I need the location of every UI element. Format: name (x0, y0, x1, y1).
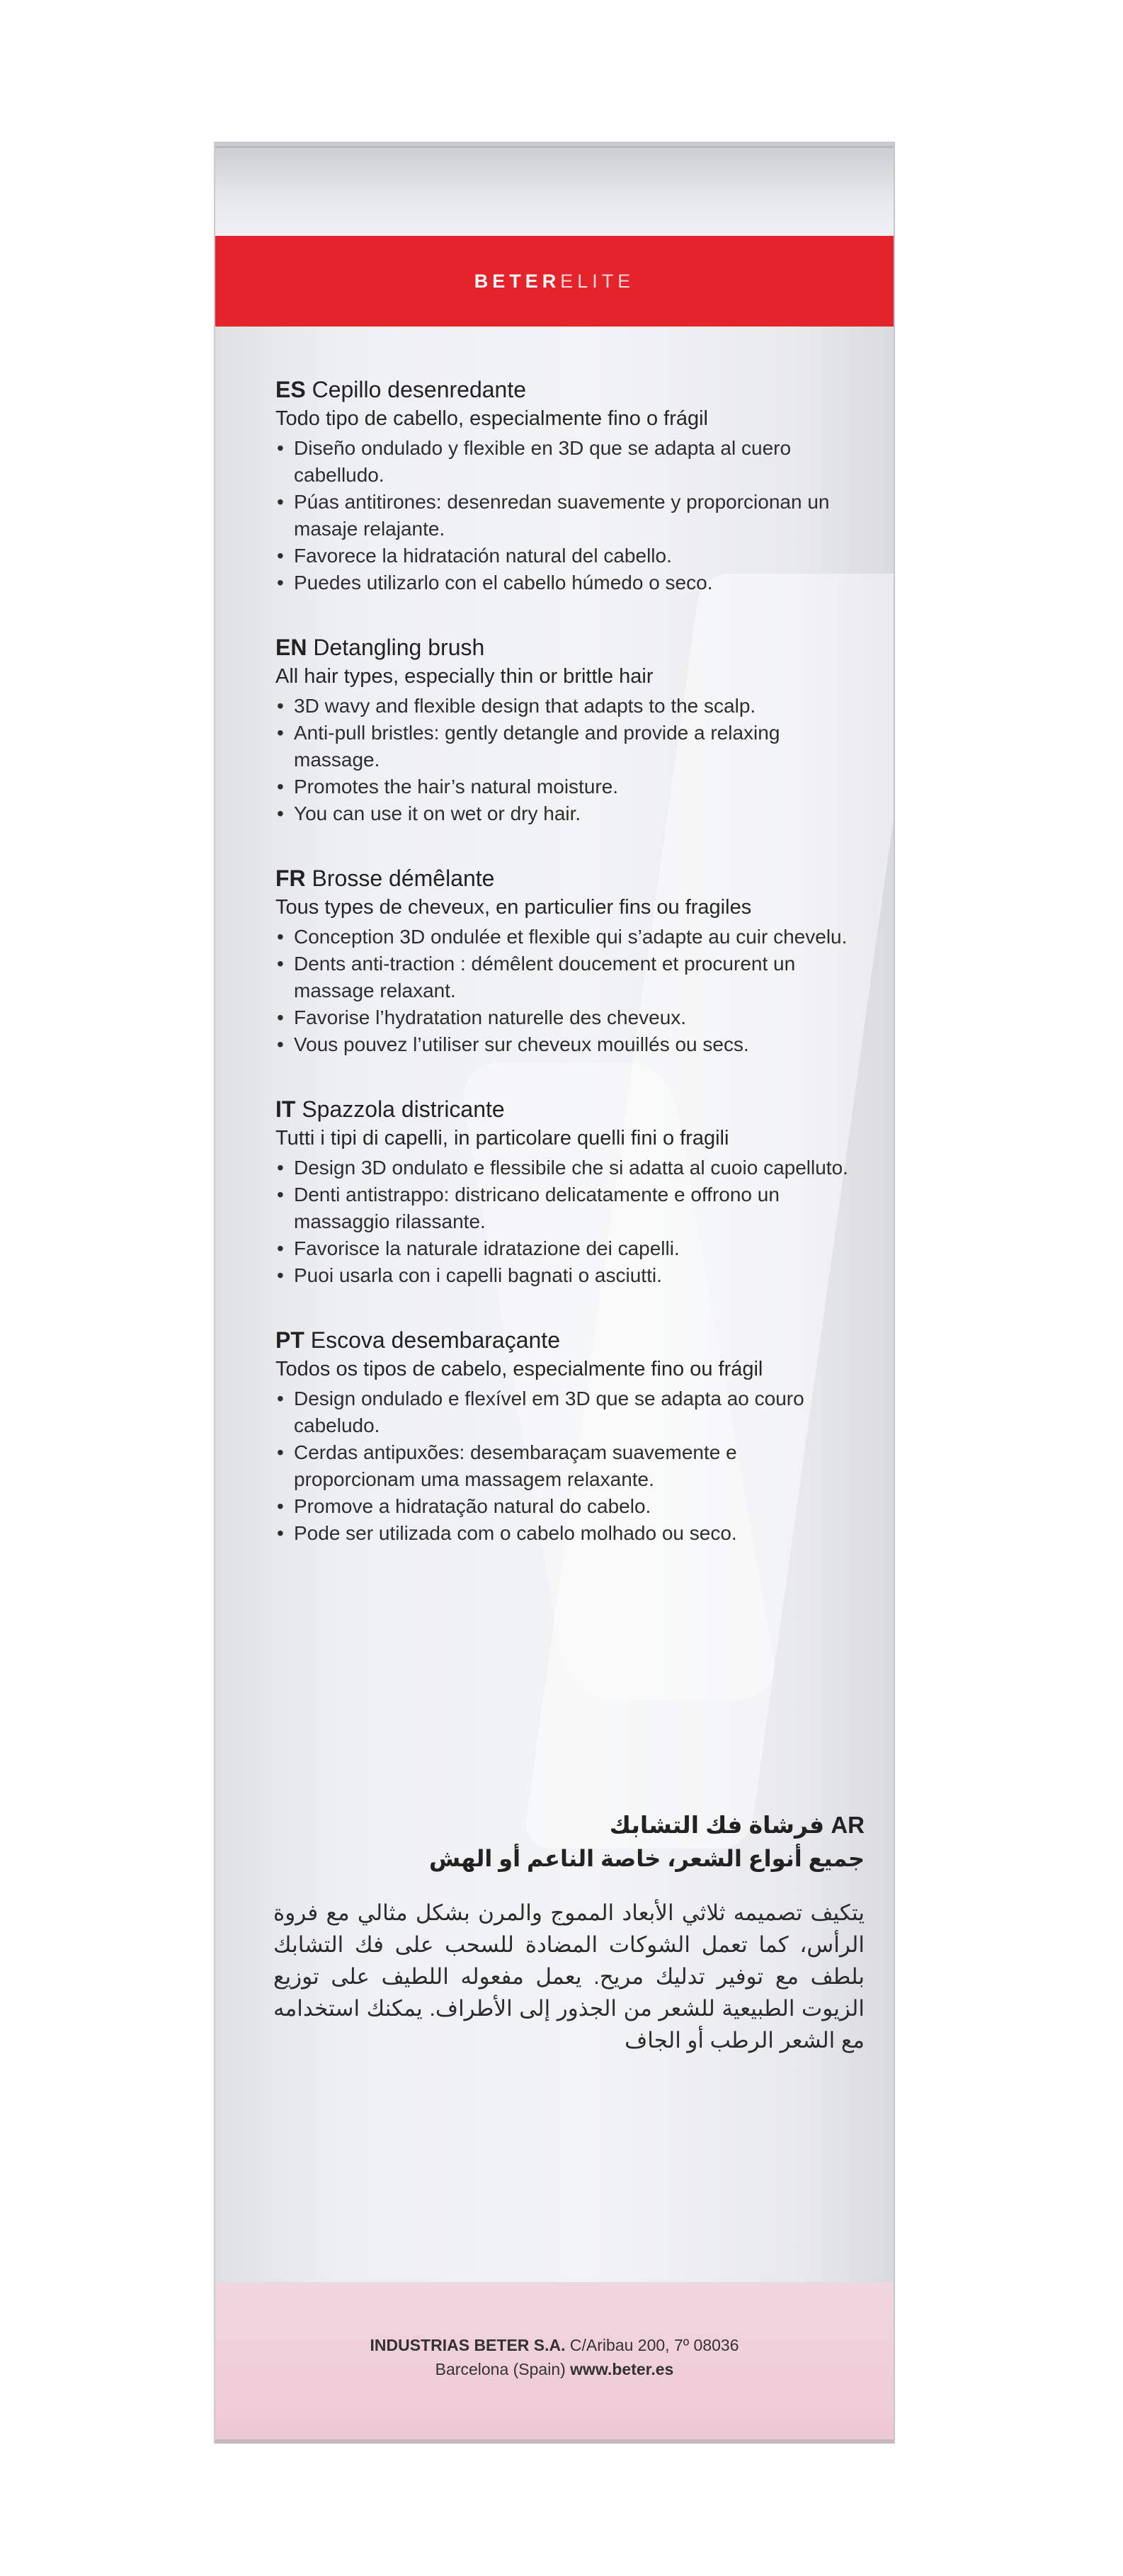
brand-banner (215, 236, 894, 327)
hair-type-subtitle: Tous types de cheveux, en particulier fins ou fragiles (275, 896, 752, 919)
product-name: Brosse démêlante (312, 866, 495, 891)
product-name: Spazzola districante (302, 1096, 505, 1122)
feature-item: • Púas antitirones: desenredan suavemente y proporcionan un masaje relajante. (275, 489, 863, 543)
description-column (275, 375, 863, 1584)
feature-list (275, 1154, 863, 1289)
hair-type-subtitle: Todos os tipos de cabelo, especialmente fino ou frágil (275, 1358, 763, 1380)
hair-type-subtitle: Tutti i tipi di capelli, in particolare quelli fini o fragili (275, 1127, 729, 1150)
hair-type-subtitle: Todo tipo de cabello, especialmente fino o frágil (275, 407, 708, 430)
box-top-flap (215, 142, 894, 236)
product-name: فرشاة فك التشابك (609, 1812, 825, 1838)
feature-item: • Promotes the hair’s natural moisture. (275, 773, 863, 800)
brand-logo-part2: ELITE (560, 270, 635, 292)
feature-item: • Puoi usarla con i capelli bagnati o asciutti. (275, 1262, 863, 1289)
section-en (275, 633, 863, 827)
feature-list (275, 1385, 863, 1547)
company-address: C/Aribau 200, 7º 08036 (565, 2336, 739, 2354)
box-fold-line (215, 146, 894, 148)
section-title (275, 633, 863, 662)
feature-item: • Puedes utilizarlo con el cabello húmedo o seco. (275, 569, 863, 596)
product-box (214, 142, 895, 2444)
manufacturer-footer (215, 2282, 894, 2444)
feature-item: • You can use it on wet or dry hair. (275, 800, 863, 827)
arabic-description: يتكيف تصميمه ثلاثي الأبعاد المموج والمرن بشكل مثالي مع فروة الرأس، كما تعمل الشوكات المضادة للسحب على فك التشابك بلطف مع توفير تدليك مريح. يعمل مفعوله اللطيف على توزيع الزيوت الطبيعية للشعر من الجذور إلى الأطراف. يمكنك استخدامه مع الشعر الرطب أو الجاف (273, 1900, 865, 2053)
hair-type-subtitle: All hair types, especially thin or brittle hair (275, 665, 654, 688)
box-bottom-edge (215, 2439, 894, 2444)
feature-item: • Design 3D ondulato e flessibile che si adatta al cuoio capelluto. (275, 1154, 863, 1181)
product-name: Cepillo desenredante (312, 377, 527, 402)
section-title (273, 1810, 865, 1841)
feature-list (275, 693, 863, 827)
section-es (275, 375, 863, 596)
feature-item: • Cerdas antipuxões: desembaraçam suavemente e proporcionam uma massagem relaxante. (275, 1439, 863, 1493)
section-title (275, 375, 863, 404)
feature-item: • Design ondulado e flexível em 3D que se adapta ao couro cabeludo. (275, 1385, 863, 1439)
company-name: INDUSTRIAS BETER S.A. (370, 2336, 566, 2354)
feature-item: • Dents anti-traction : démêlent doucement et procurent un massage relaxant. (275, 951, 863, 1004)
footer-city-line (215, 2357, 894, 2381)
hair-type-subtitle: جميع أنواع الشعر، خاصة الناعم أو الهش (429, 1846, 865, 1871)
language-code: PT (275, 1327, 304, 1353)
language-code: ES (275, 377, 306, 402)
company-website: www.beter.es (570, 2360, 674, 2378)
feature-item: • Favorise l’hydratation naturelle des cheveux. (275, 1004, 863, 1031)
product-name: Escova desembaraçante (310, 1327, 560, 1353)
section-title (275, 1326, 863, 1354)
feature-item: • Favorece la hidratación natural del cabello. (275, 543, 863, 569)
language-code: FR (275, 866, 306, 891)
brand-logo-part1: BETER (474, 270, 561, 292)
feature-item: • 3D wavy and flexible design that adapts to the scalp. (275, 693, 863, 720)
footer-address-line (215, 2333, 894, 2357)
language-code: IT (275, 1096, 296, 1122)
feature-item: • Conception 3D ondulée et flexible qui s’adapte au cuir chevelu. (275, 924, 863, 951)
product-name: Detangling brush (313, 635, 485, 660)
feature-item: • Favorisce la naturale idratazione dei capelli. (275, 1235, 863, 1262)
feature-item: • Vous pouvez l’utiliser sur cheveux mouillés ou secs. (275, 1031, 863, 1058)
language-code: EN (275, 635, 307, 660)
feature-item: • Promove a hidratação natural do cabelo. (275, 1493, 863, 1520)
company-city: Barcelona (Spain) (435, 2360, 571, 2378)
section-pt (275, 1326, 863, 1547)
section-fr (275, 864, 863, 1058)
language-code: AR (831, 1812, 865, 1838)
feature-list (275, 435, 863, 596)
section-title (275, 1095, 863, 1123)
brand-logo (474, 271, 635, 293)
feature-item: • Anti-pull bristles: gently detangle and provide a relaxing massage. (275, 720, 863, 773)
section-it (275, 1095, 863, 1289)
feature-item: • Pode ser utilizada com o cabelo molhado ou seco. (275, 1520, 863, 1547)
section-title (275, 864, 863, 892)
feature-item: • Diseño ondulado y flexible en 3D que se adapta al cuero cabelludo. (275, 435, 863, 489)
feature-item: • Denti antistrappo: districano delicatamente e offrono un massaggio rilassante. (275, 1181, 863, 1235)
feature-list (275, 924, 863, 1058)
section-ar (273, 1810, 865, 2078)
